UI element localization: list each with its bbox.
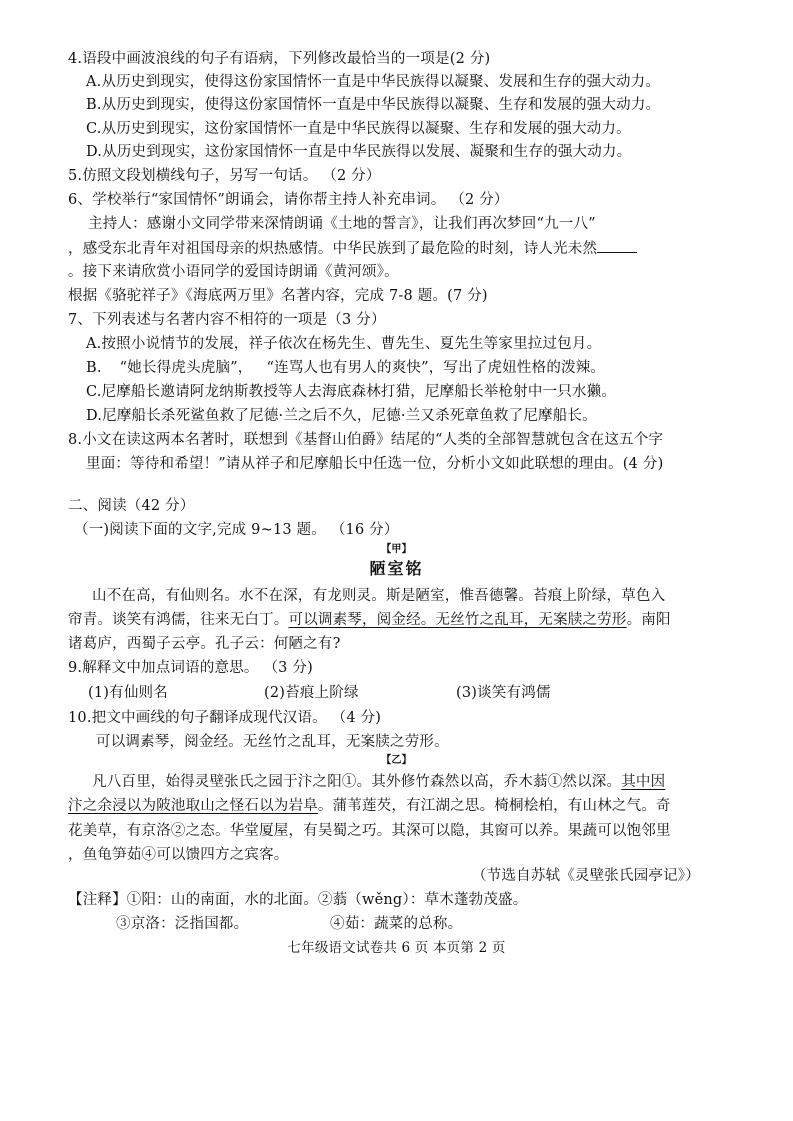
- q8-line-1: 8.小文在读这两本名著时，联想到《基督山伯爵》结尾的“人类的全部智慧就包含在这五个字: [68, 432, 664, 448]
- poem-line-3: 诸葛庐，西蜀子云亭。孔子云：何陋之有?: [68, 636, 341, 652]
- q7-option-c: C.尼摩船长邀请阿龙纳斯教授等人去海底森林打猎，尼摩船长举枪射中一只水獭。: [86, 384, 617, 400]
- yi-line-4: ，鱼龟笋茹④可以馈四方之宾客。: [68, 847, 289, 863]
- yi-line-1: 凡八百里，始得灵壁张氏之园于汴之阳①。其外修竹森然以高，乔木蓊①然以深。其中因: [92, 774, 666, 790]
- poem-line-2: 帘青。谈笑有鸿儒，往来无白丁。可以调素琴，阅金经。无丝竹之乱耳，无案牍之劳形。南阳: [68, 612, 671, 628]
- jia-mark: 【甲】: [381, 544, 412, 555]
- q7-option-d: D.尼摩船长杀死鲨鱼救了尼德·兰之后不久，尼德·兰又杀死章鱼救了尼摩船长。: [86, 408, 597, 424]
- underlined-sentence: 可以调素琴，阅金经。无丝竹之乱耳，无案牍之劳形: [288, 612, 627, 628]
- q9-stem: 9.解释文中加点词语的意思。 （3 分): [68, 660, 313, 676]
- q4-option-d: D.从历史到现实，这份家国情怀一直是中华民族得以发展、凝聚和生存的强大动力。: [86, 144, 632, 160]
- q6-stem: 6、学校举行“家国情怀”朗诵会，请你帮主持人补充串词。 （2 分）: [68, 192, 509, 208]
- yi-mark: 【乙】: [381, 755, 412, 766]
- answer-blank[interactable]: [597, 238, 637, 253]
- page-footer: 七年级语文试卷共 6 页 本页第 2 页: [287, 940, 506, 956]
- q6-host-line-1: 主持人：感谢小文同学带来深情朗诵《土地的誓言》，让我们再次梦回“九一八”: [88, 216, 596, 232]
- q5-stem: 5.仿照文段划横线句子，另写一句话。 （2 分）: [68, 168, 381, 184]
- poem-title: 陋室铭: [369, 559, 424, 578]
- q6-host-line-2: ，感受东北青年对祖国母亲的炽热感情。中华民族到了最危险的时刻，诗人光未然: [68, 238, 637, 259]
- q7-option-b: B. “她长得虎头虎脑”， “连骂人也有男人的爽快”，写出了虎妞性格的泼辣。: [86, 360, 606, 376]
- poem-line-1: 山不在高，有仙则名。水不在深，有龙则灵。斯是陋室，惟吾德馨。苔痕上阶绿，草色入: [92, 588, 666, 604]
- q7-stem: 7、下列表述与名著内容不相符的一项是（3 分）: [68, 312, 386, 328]
- note-4: ④茹：蔬菜的总称。: [330, 916, 463, 932]
- books-intro: 根据《骆驼祥子》《海底两万里》名著内容，完成 7-8 题。(7 分): [68, 288, 488, 304]
- note-3: ③京洛：泛指国都。: [116, 916, 249, 932]
- q9-item-2: (2)苔痕上阶绿: [264, 685, 359, 701]
- q7-option-a: A.按照小说情节的发展，祥子依次在杨先生、曹先生、夏先生等家里拉过包月。: [86, 336, 602, 352]
- q8-line-2: 里面：等待和希望！”请从祥子和尼摩船长中任选一位，分析小文如此联想的理由。(4 分): [86, 456, 664, 472]
- yi-line-3: 花美草，有京洛②之态。华堂厦屋，有吴蜀之巧。其深可以隐，其窗可以养。果蔬可以饱邻里: [68, 823, 671, 839]
- q4-option-c: C.从历史到现实，这份家国情怀一直是中华民族得以凝聚、生存和发展的强大动力。: [86, 121, 631, 137]
- notes-line-1: 【注释】①阳：山的南面，水的北面。②蓊（wěng）：草木蓬勃茂盛。: [68, 892, 528, 908]
- q4-stem: 4.语段中画波浪线的句子有语病，下列修改最恰当的一项是(2 分): [68, 51, 491, 67]
- q4-option-b: B.从历史到现实，使得这份家国情怀一直是中华民族得以凝聚、生存和发展的强大动力。: [86, 97, 661, 113]
- q10-sentence: 可以调素琴，阅金经。无丝竹之乱耳，无案牍之劳形。: [96, 734, 449, 750]
- q4-option-a: A.从历史到现实，使得这份家国情怀一直是中华民族得以凝聚、发展和生存的强大动力。: [86, 74, 661, 90]
- q9-item-1: (1)有仙则名: [88, 685, 168, 701]
- section-2-sub-1: （一)阅读下面的文字,完成 9~13 题。 （16 分）: [74, 522, 399, 538]
- section-2-title: 二、阅读（42 分）: [68, 498, 195, 514]
- q10-stem: 10.把文中画线的句子翻译成现代汉语。 （4 分): [68, 710, 382, 726]
- q9-item-3: (3)谈笑有鸿儒: [456, 685, 551, 701]
- q6-host-line-3: 。接下来请欣赏小语同学的爱国诗朗诵《黄河颂》。: [68, 264, 399, 280]
- yi-source: （节选自苏轼《灵壁张氏园亭记》）: [472, 868, 700, 884]
- yi-line-2: 汴之余浸以为陂池取山之怪石以为岩阜。蒲苇莲芡，有江湖之思。椅桐桧柏，有山林之气。奇: [68, 798, 671, 814]
